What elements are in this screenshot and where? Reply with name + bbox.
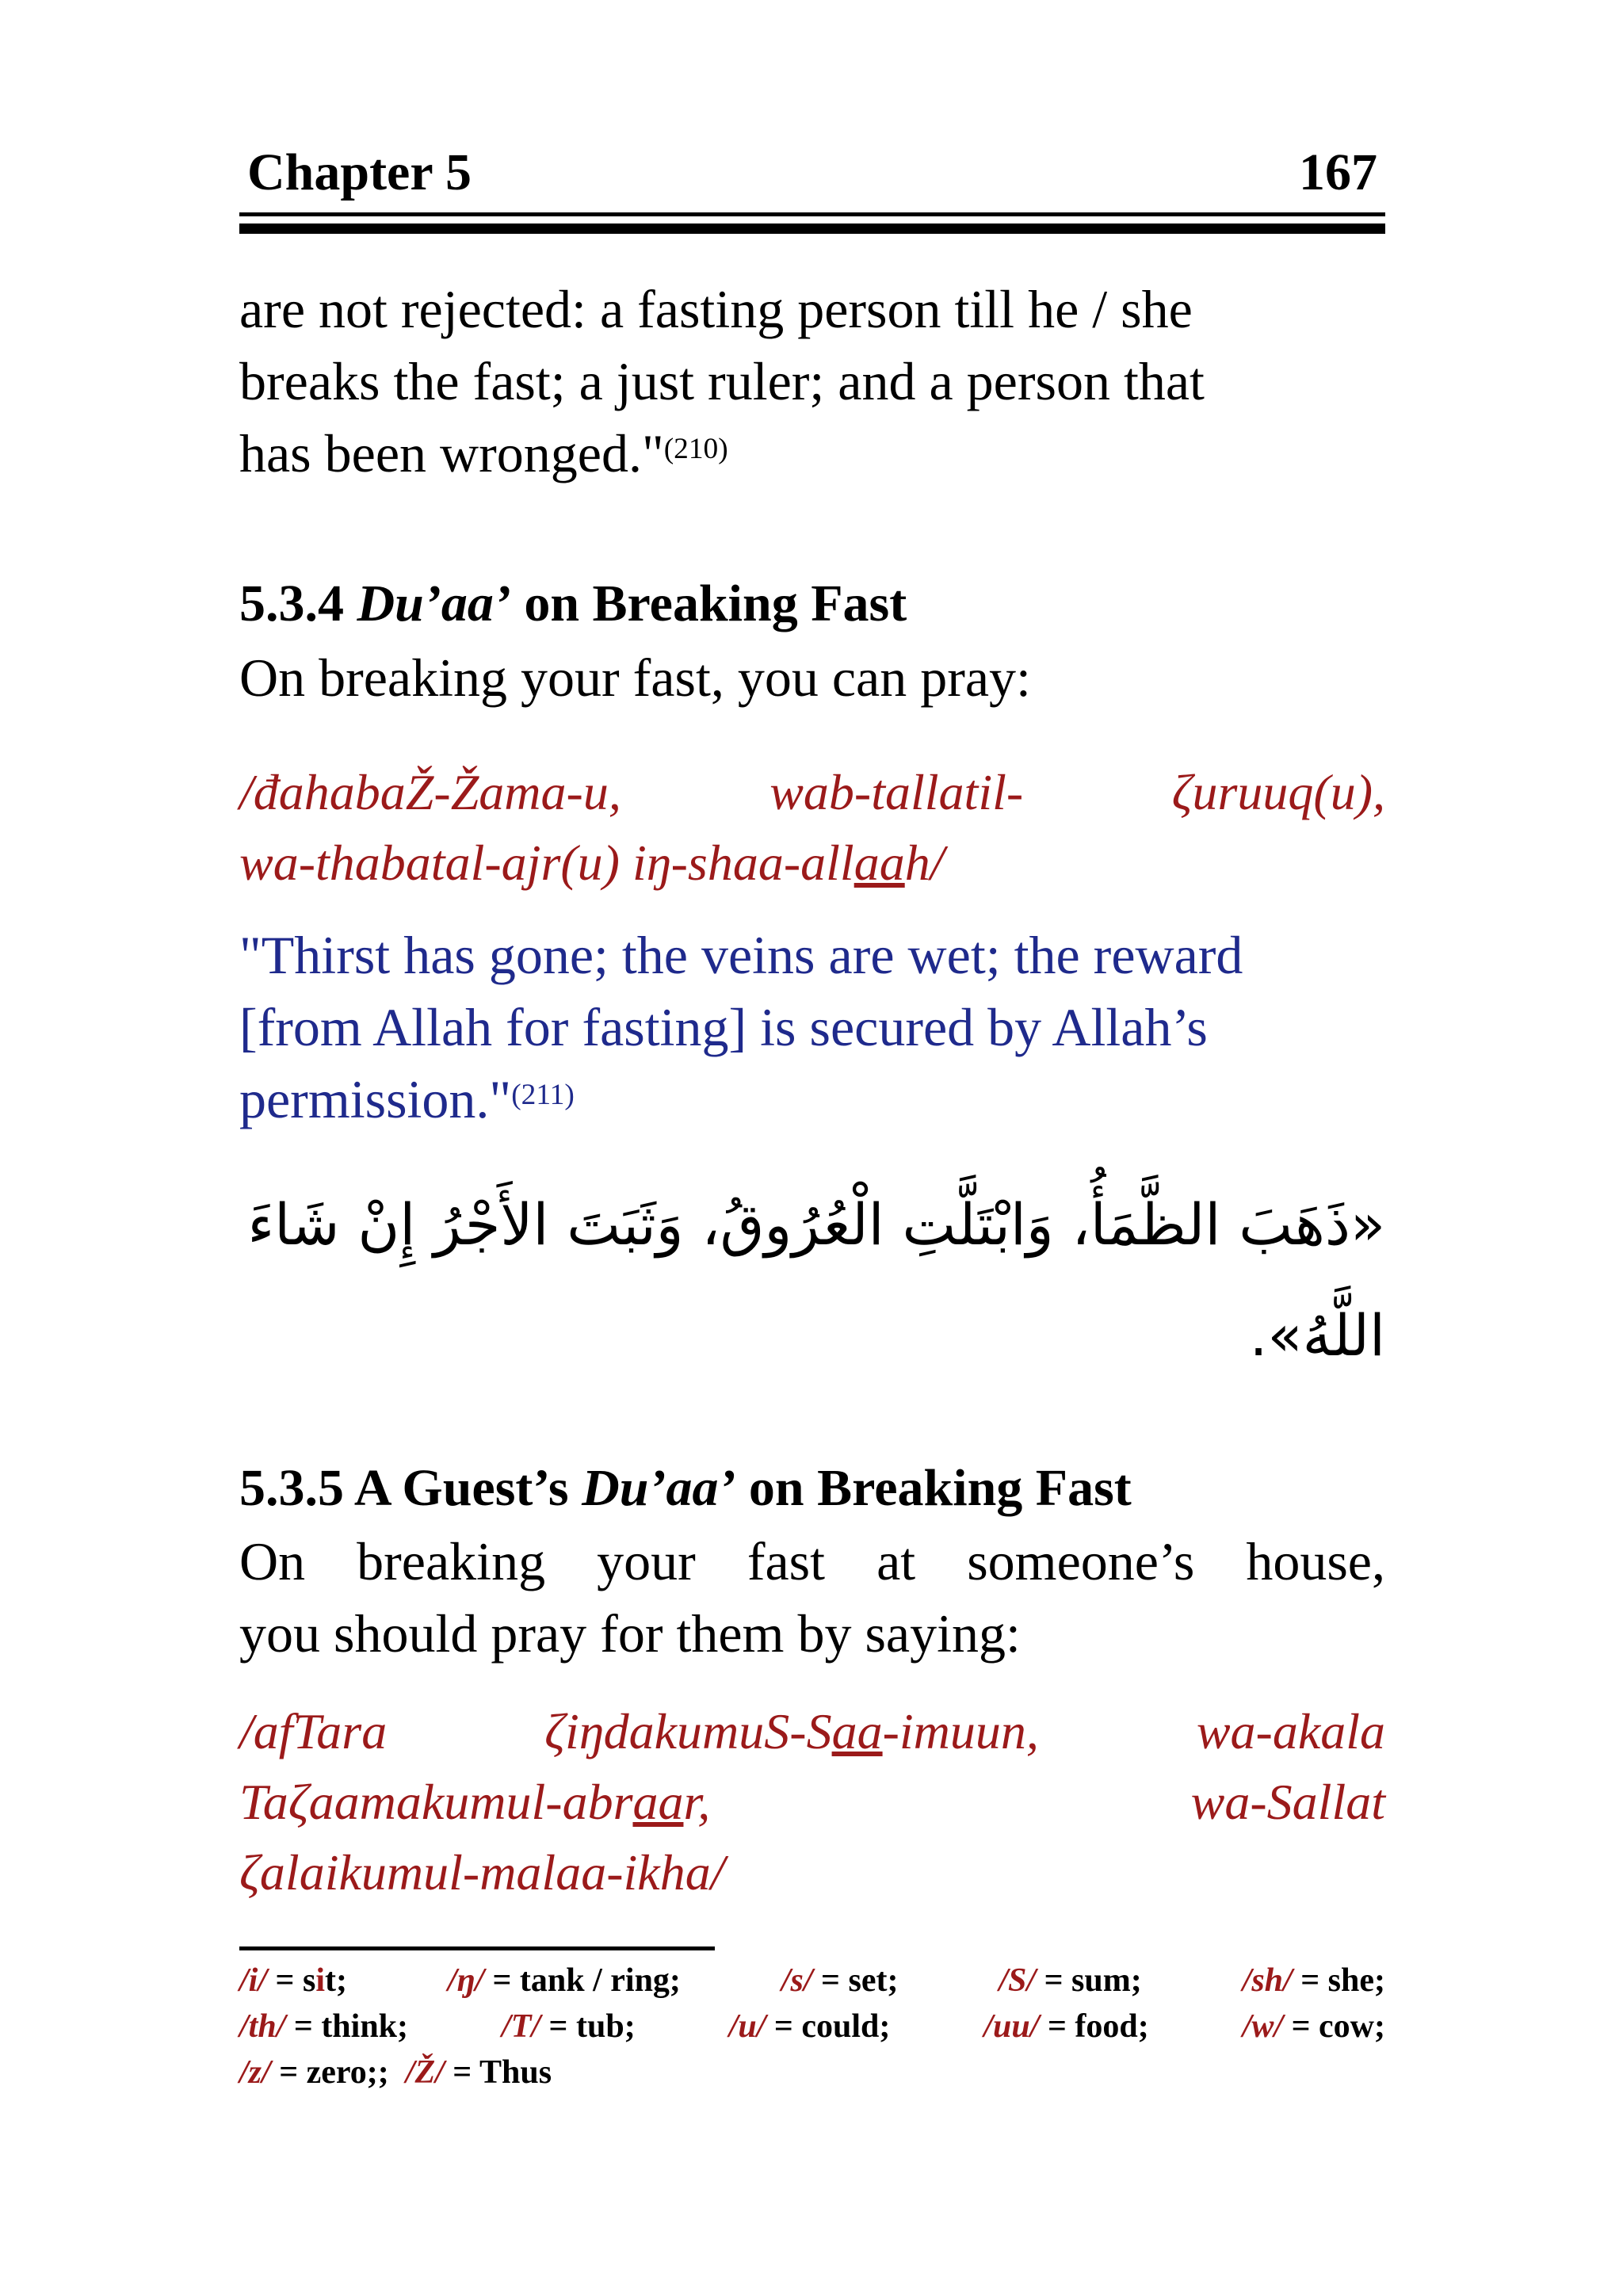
example-word: t; [324, 1962, 347, 1999]
section-title: on Breaking Fast [510, 575, 907, 632]
example-word: tank / ring; [519, 1962, 681, 1999]
chapter-label: Chapter 5 [247, 143, 472, 201]
translit-word: wa-akala [1196, 1703, 1385, 1759]
footnote-line [239, 1958, 1385, 2004]
translit-underlined: aa [831, 1703, 883, 1759]
footnote-item [448, 1958, 681, 2004]
example-word: sum; [1071, 1962, 1142, 1999]
text-line [239, 1526, 1385, 1598]
phoneme-symbol: /th/ [239, 2008, 286, 2045]
translit-word: wa-thabatal-ajr(u) iŋ-shaa-all [239, 835, 854, 891]
footnote-item [239, 1958, 347, 2004]
footnote-item [406, 2054, 552, 2091]
section-heading-5-3-5 [239, 1457, 1385, 1520]
section-term: Du’aa’ [357, 575, 511, 632]
example-highlight: i [315, 1962, 325, 1999]
footnote-item [983, 2004, 1148, 2050]
text-line [239, 273, 1385, 346]
text-line [239, 1598, 1385, 1670]
equals-sign: = [279, 2054, 299, 2091]
transliteration-line [239, 1837, 1385, 1908]
footnote-line: /z/ = zero;; /Ž/ = Thus [239, 2054, 552, 2091]
footnote-rule [239, 1946, 715, 1950]
phoneme-symbol: /z/ [239, 2054, 271, 2091]
transliteration-block [239, 1696, 1385, 1908]
reference-number: (210) [663, 433, 728, 465]
translation-line [239, 919, 1385, 991]
example-word: cow; [1319, 2008, 1385, 2045]
text-line-content: you should pray for them by saying: [239, 1603, 1021, 1664]
intro-paragraph [239, 273, 1385, 490]
arabic-dua [239, 1169, 1385, 1391]
translit-word [239, 1767, 710, 1837]
translation-block [239, 919, 1385, 1136]
equals-sign: = [773, 2008, 793, 2045]
arabic-line: «ذَهَبَ الظَّمَأُ، وَابْتَلَّتِ الْعُرُوقُ، وَثَبَتَ الأَجْرُ إِنْ شَاءَ [247, 1191, 1385, 1258]
equals-sign: = [492, 1962, 512, 1999]
phoneme-symbol: /sh/ [1242, 1962, 1293, 1999]
example-word: s [302, 1962, 316, 1999]
transliteration-line [239, 1767, 1385, 1837]
phoneme-symbol: /u/ [728, 2008, 766, 2045]
translation-text: [from Allah for fasting] is secured by Allah’s [239, 997, 1208, 1057]
text-line [239, 418, 1385, 490]
equals-sign: = [293, 2008, 313, 2045]
translit-word: /đahabaŽ-Žama-u, [239, 764, 621, 820]
example-word: set; [848, 1962, 899, 1999]
example-word: zero; [306, 2054, 378, 2091]
footnote-item [781, 1958, 899, 2004]
translit-word: /afTara [239, 1703, 388, 1759]
footnote-item [1243, 2004, 1385, 2050]
translit-word: h/ [904, 835, 945, 891]
text-line-content: On breaking your fast at someone’s house, [239, 1531, 1385, 1591]
equals-sign: = [548, 2008, 568, 2045]
translit-word [544, 1696, 1039, 1767]
section-heading-5-3-4 [239, 572, 1385, 636]
transliteration-block [239, 757, 1385, 898]
text-line [239, 346, 1385, 418]
equals-sign: = [1044, 1962, 1064, 1999]
example-word: she; [1327, 1962, 1385, 1999]
equals-sign: = [1047, 2008, 1067, 2045]
section-title: on Breaking Fast [735, 1459, 1132, 1517]
page-header [239, 143, 1385, 206]
page-number: 167 [1299, 143, 1377, 201]
text-line-content: has been wronged." [239, 423, 664, 483]
header-rule-thin [239, 212, 1385, 216]
footnote-item [239, 2054, 378, 2091]
translit-underlined: aa [854, 835, 905, 891]
phoneme-symbol: /T/ [502, 2008, 541, 2045]
text-line-content: are not rejected: a fasting person till he / she [239, 279, 1193, 339]
example-word: think; [321, 2008, 409, 2045]
footnote-item [502, 2004, 636, 2050]
example-word: tub; [575, 2008, 636, 2045]
translation-line [239, 991, 1385, 1064]
phoneme-symbol: /uu/ [983, 2008, 1040, 2045]
section-number: 5.3.4 [239, 575, 357, 632]
footnote-item [239, 2004, 408, 2050]
phoneme-symbol: /S/ [999, 1962, 1037, 1999]
section-intro [239, 642, 1385, 714]
example-word: could; [801, 2008, 891, 2045]
footnote-item [999, 1958, 1141, 2004]
equals-sign: = [821, 1962, 840, 1999]
transliteration-line [239, 757, 1385, 827]
equals-sign: = [1291, 2008, 1311, 2045]
translit-word: wa-Sallat [1190, 1774, 1385, 1830]
section-number: 5.3.5 A Guest’s [239, 1459, 582, 1517]
header-rule-thick [239, 223, 1385, 234]
equals-sign: = [275, 1962, 295, 1999]
text-line-content: breaks the fast; a just ruler; and a person that [239, 351, 1205, 411]
phoneme-symbol: /Ž/ [405, 2054, 445, 2091]
equals-sign: = [1300, 1962, 1320, 1999]
section-intro-text: On breaking your fast, you can pray: [239, 648, 1031, 708]
phoneme-symbol: /w/ [1242, 2008, 1284, 2045]
translation-text: permission." [239, 1069, 512, 1129]
example-word: Thus [479, 2054, 552, 2091]
translit-word: ζuruuq(u), [1171, 764, 1385, 820]
example-word: food; [1075, 2008, 1149, 2045]
transliteration-line [239, 1696, 1385, 1767]
footnote-line [239, 2004, 1385, 2050]
footnote-pronunciation-key [239, 1958, 1385, 2095]
section-intro [239, 1526, 1385, 1670]
arabic-line: اللَّهُ». [1249, 1302, 1385, 1369]
translit-part: Taζaamakumul-abr [239, 1774, 633, 1830]
footnote-item [1243, 1958, 1385, 2004]
phoneme-symbol: /ŋ/ [447, 1962, 484, 1999]
phoneme-symbol: /s/ [781, 1962, 813, 1999]
reference-number: (211) [511, 1079, 575, 1111]
translit-word: wab-tallatil- [769, 764, 1024, 820]
phoneme-symbol: /i/ [239, 1962, 268, 1999]
translit-part: ζiŋdakumuS-S [544, 1703, 832, 1759]
translit-word: ζalaikumul-malaa-ikha/ [239, 1844, 725, 1901]
translation-line [239, 1064, 1385, 1136]
footnote-item [729, 2004, 891, 2050]
transliteration-line [239, 827, 1385, 898]
section-term: Du’aa’ [582, 1459, 736, 1517]
translit-part: -imuun, [882, 1703, 1039, 1759]
translit-underlined: aa [632, 1774, 684, 1830]
translit-part: r, [683, 1774, 711, 1830]
equals-sign: = [453, 2054, 472, 2091]
translation-text: "Thirst has gone; the veins are wet; the reward [239, 925, 1243, 985]
